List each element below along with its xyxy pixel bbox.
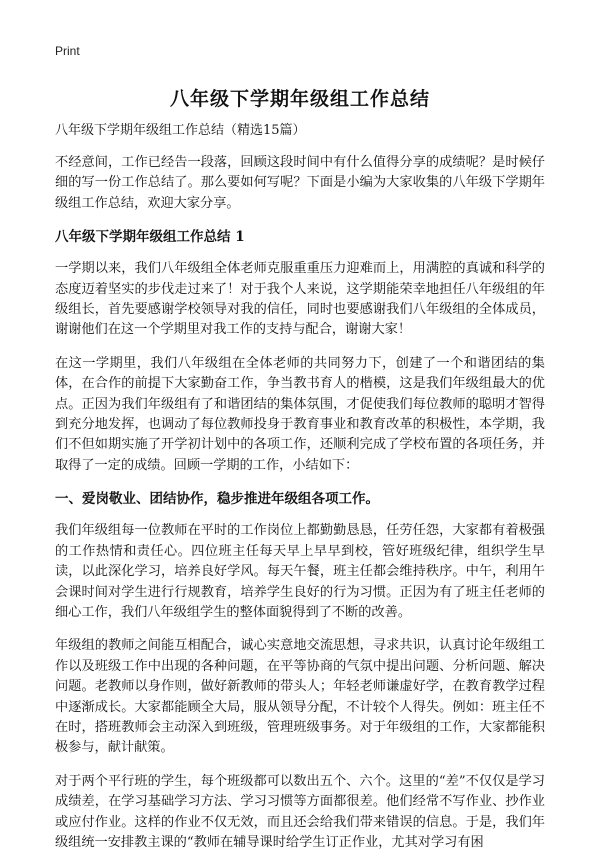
paragraph-3: 我们年级组每一位教师在平时的工作岗位上都勤勤恳恳，任劳任怨，大家都有着极强的工作热情和责任心。四位班主任每天早上早早到校，管好班级纪律，组织学生早读，以此深化学习，培养良好学风。每天午餐，班主任都会维持秩序。中午，利用午会课时间对学生进行行规教育，培养学生良好的行为习惯。正因为有了班主任老师的细心工作，我们八年级组学生的整体面貌得到了不断的改善。	[55, 523, 545, 620]
intro-paragraph: 不经意间，工作已经告一段落，回顾这段时间中有什么值得分享的成绩呢？是时候仔细的写一份工作总结了。那么要如何写呢？下面是小编为大家收集的八年级下学期年级组工作总结，欢迎大家分享。	[55, 155, 545, 211]
document-subtitle: 八年级下学期年级组工作总结（精选15篇）	[55, 123, 306, 138]
paragraph-5: 对于两个平行班的学生，每个班级都可以数出五个、六个。这里的“差”不仅仅是学习成绩差，在学习基础学习方法、学习习惯等方面都很差。他们经常不写作业、抄作业或应付作业。这样的作业不仅无效，而且还会给我们带来错误的信息。于是，我们年级组统一安排教主课的“教师在辅导课时给学生订正作业，尤其对学习有困	[55, 773, 545, 850]
section-heading-1: 八年级下学期年级组工作总结 1	[55, 229, 245, 246]
paragraph-4: 年级组的教师之间能互相配合，诚心实意地交流思想，寻求共识，认真讨论年级组工作以及班级工作中出现的各种问题，在平等协商的气氛中提出问题、分析问题、解决问题。老教师以身作则，做好新教师的带头人；年轻老师谦虚好学，在教育教学过程中逐渐成长。大家都能顾全大局，服从领导分配，不计较个人得失。例如：班主任不在时，搭班教师会主动深入到班级，管理班级事务。对于年级组的工作，大家都能积极参与，献计献策。	[55, 638, 545, 756]
print-label[interactable]: Print	[55, 44, 80, 58]
document-title: 八年级下学期年级组工作总结	[169, 88, 430, 110]
paragraph-2: 在这一学期里，我们八年级组在全体老师的共同努力下，创建了一个和谐团结的集体，在合作的前提下大家勤奋工作，争当教书育人的楷模，这是我们年级组最大的优点。正因为我们年级组有了和谐团结的集体氛围，才促使我们每位教师的聪明才智得到充分地发挥，也调动了每位教师投身于教育事业和教育改革的积极性，本学期，我们不但如期实施了开学初计划中的各项工作，还顺利完成了学校布置的各项任务，并取得了一定的成绩。回顾一学期的工作，小结如下：	[55, 355, 545, 473]
document-body	[55, 121, 545, 866]
section-heading-2: 一、爱岗敬业、团结协作，稳步推进年级组各项工作。	[55, 491, 379, 508]
paragraph-1: 一学期以来，我们八年级组全体老师克服重重压力迎难而上，用满腔的真诚和科学的态度迈着坚实的步伐走过来了！对于我个人来说，这学期能荣幸地担任八年级组的年级组长，首先要感谢学校领导对我的信任，同时也要感谢我们八年级组的全体成员，谢谢他们在这一个学期里对我工作的支持与配合，谢谢大家！	[55, 261, 545, 338]
